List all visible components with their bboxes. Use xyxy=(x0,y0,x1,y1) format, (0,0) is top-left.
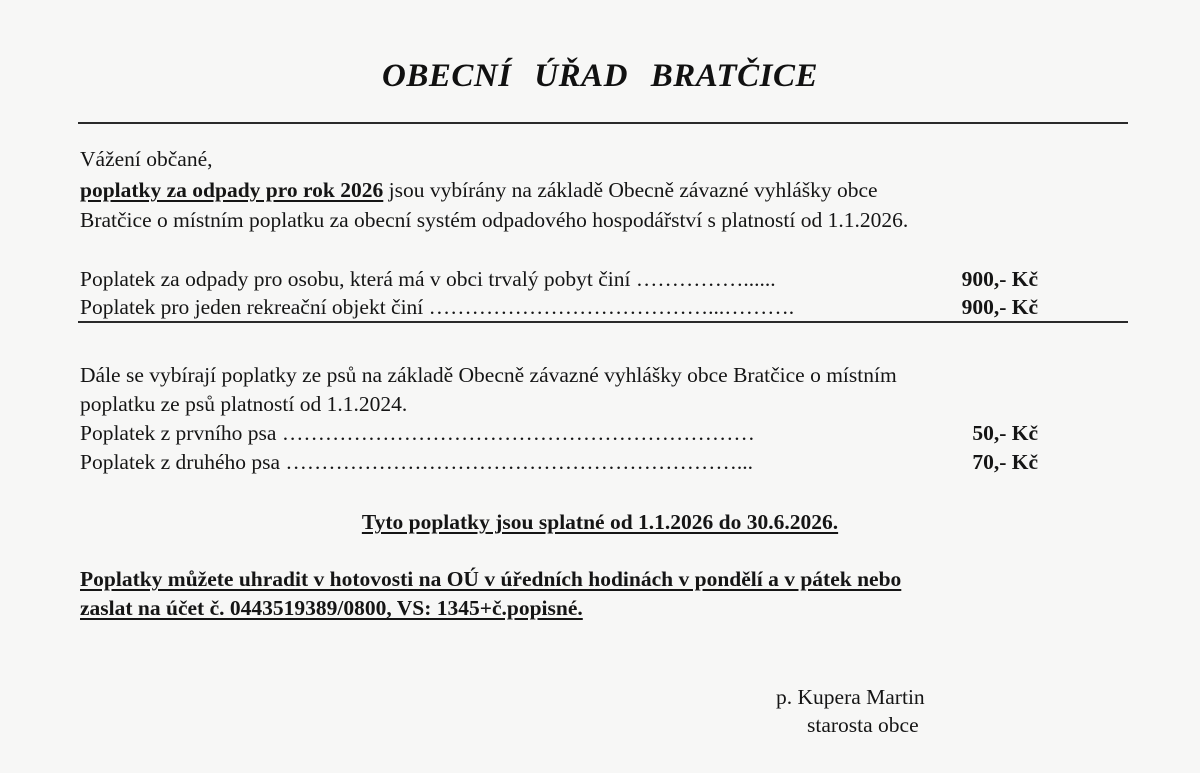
dog-section-line-2: poplatku ze psů platností od 1.1.2024. xyxy=(80,392,408,416)
fees-divider xyxy=(78,321,1128,323)
payment-line-1: Poplatky můžete uhradit v hotovosti na OÚ v úředních hodinách v pondělí a v pátek nebo xyxy=(80,567,902,591)
fee-amount: 50,- Kč xyxy=(972,421,1038,445)
page-title: OBECNÍ ÚŘAD BRATČICE xyxy=(382,58,818,94)
intro-line-1-rest: jsou vybírány na základě Obecně závazné vyhlášky obce xyxy=(383,178,878,202)
signature-name: p. Kupera Martin xyxy=(776,685,925,709)
intro-line-1 xyxy=(80,177,878,203)
signature-role: starosta obce xyxy=(807,713,919,737)
header-divider xyxy=(78,122,1128,124)
fee-label: Poplatek pro jeden rekreační objekt činí …………………………………...………. xyxy=(80,295,795,319)
greeting: Vážení občané, xyxy=(80,147,213,171)
intro-highlight: poplatky za odpady pro rok 2026 xyxy=(80,178,384,202)
fee-amount: 900,- Kč xyxy=(961,267,1038,291)
due-notice xyxy=(0,509,1200,535)
fee-label: Poplatek za odpady pro osobu, která má v obci trvalý pobyt činí ……………...... xyxy=(80,267,776,291)
fee-label: Poplatek z druhého psa ………………………………………………………... xyxy=(80,450,754,474)
fee-amount: 900,- Kč xyxy=(961,295,1038,319)
fee-amount: 70,- Kč xyxy=(972,450,1038,474)
due-notice-text: Tyto poplatky jsou splatné od 1.1.2026 do 30.6.2026. xyxy=(361,510,839,534)
intro-line-2: Bratčice o místním poplatku za obecní systém odpadového hospodářství s platností od 1.1.2026. xyxy=(80,208,909,232)
dog-section-line-1: Dále se vybírají poplatky ze psů na základě Obecně závazné vyhlášky obce Bratčice o místním xyxy=(80,363,897,387)
fee-label: Poplatek z prvního psa ………………………………………………………… xyxy=(80,421,755,445)
payment-line-2: zaslat na účet č. 0443519389/0800, VS: 1345+č.popisné. xyxy=(80,596,583,620)
